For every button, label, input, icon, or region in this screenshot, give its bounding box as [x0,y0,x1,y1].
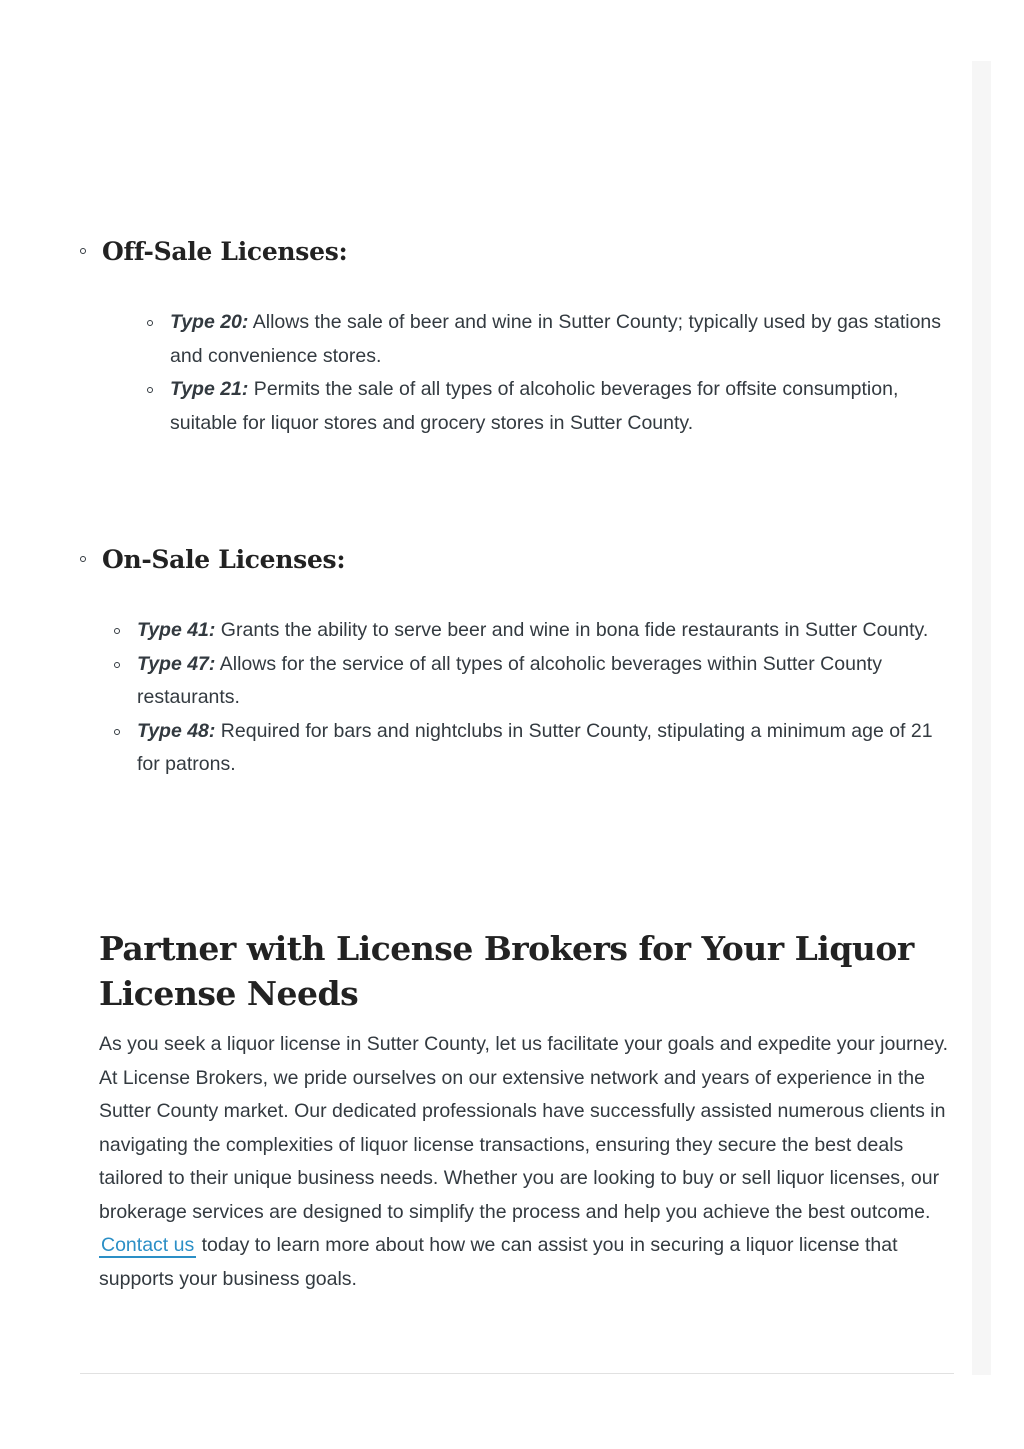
circle-bullet-icon [80,248,86,254]
partner-heading: Partner with License Brokers for Your Liquor License Needs [99,929,914,1013]
list-item-text: Allows the sale of beer and wine in Sutter County; typically used by gas stations and convenience stores. [170,311,942,367]
type-label: Type 48: [137,719,216,742]
on-sale-list [137,614,949,782]
list-item-text: Permits the sale of all types of alcoholic beverages for offsite consumption, suitable for liquor stores and grocery stores in Sutter County. [170,378,899,434]
circle-bullet-icon [147,387,153,393]
circle-bullet-icon [114,729,120,735]
list-item-text: Allows for the service of all types of alcoholic beverages within Sutter County restaurants. [137,652,882,708]
list-item-text: Required for bars and nightclubs in Sutter County, stipulating a minimum age of 21 for patrons. [137,719,933,775]
on-sale-section [80,540,345,578]
partner-paragraph [99,1028,949,1296]
off-sale-title: Off-Sale Licenses: [102,236,348,266]
paragraph-text: As you seek a liquor license in Sutter County, let us facilitate your goals and expedite your journey. At License Brokers, we pride ourselves on our extensive network and years of experience in the Sutter County market. Our dedicated professionals have successfully assisted numerous clients in navigating the complexities of liquor license transactions, ensuring they secure the best deals tailored to their unique business needs. Whether you are looking to buy or sell liquor licenses, our brokerage services are designed to simplify the process and help you achieve the best outcome. [99,1033,949,1223]
circle-bullet-icon [114,662,120,668]
type-label: Type 20: [170,311,249,333]
circle-bullet-icon [147,320,153,326]
on-sale-heading [80,540,345,578]
off-sale-section [80,232,347,270]
list-item [137,715,949,782]
circle-bullet-icon [114,628,120,634]
off-sale-list [170,306,950,440]
list-item [170,306,950,373]
paragraph-text-after: today to learn more about how we can assist you in securing a liquor license that supports your business goals. [99,1234,898,1290]
scrollbar-track[interactable] [972,61,991,1375]
type-label: Type 41: [137,619,216,641]
list-item [170,373,950,440]
list-item [137,648,949,715]
type-label: Type 21: [170,378,249,400]
type-label: Type 47: [137,652,216,675]
off-sale-heading [80,232,347,270]
on-sale-title: On-Sale Licenses: [102,544,346,574]
contact-us-link[interactable]: Contact us [101,1234,195,1256]
divider [80,1373,954,1374]
list-item [137,614,949,648]
list-item-text: Grants the ability to serve beer and wine in bona fide restaurants in Sutter County. [215,619,929,641]
circle-bullet-icon [80,556,86,562]
